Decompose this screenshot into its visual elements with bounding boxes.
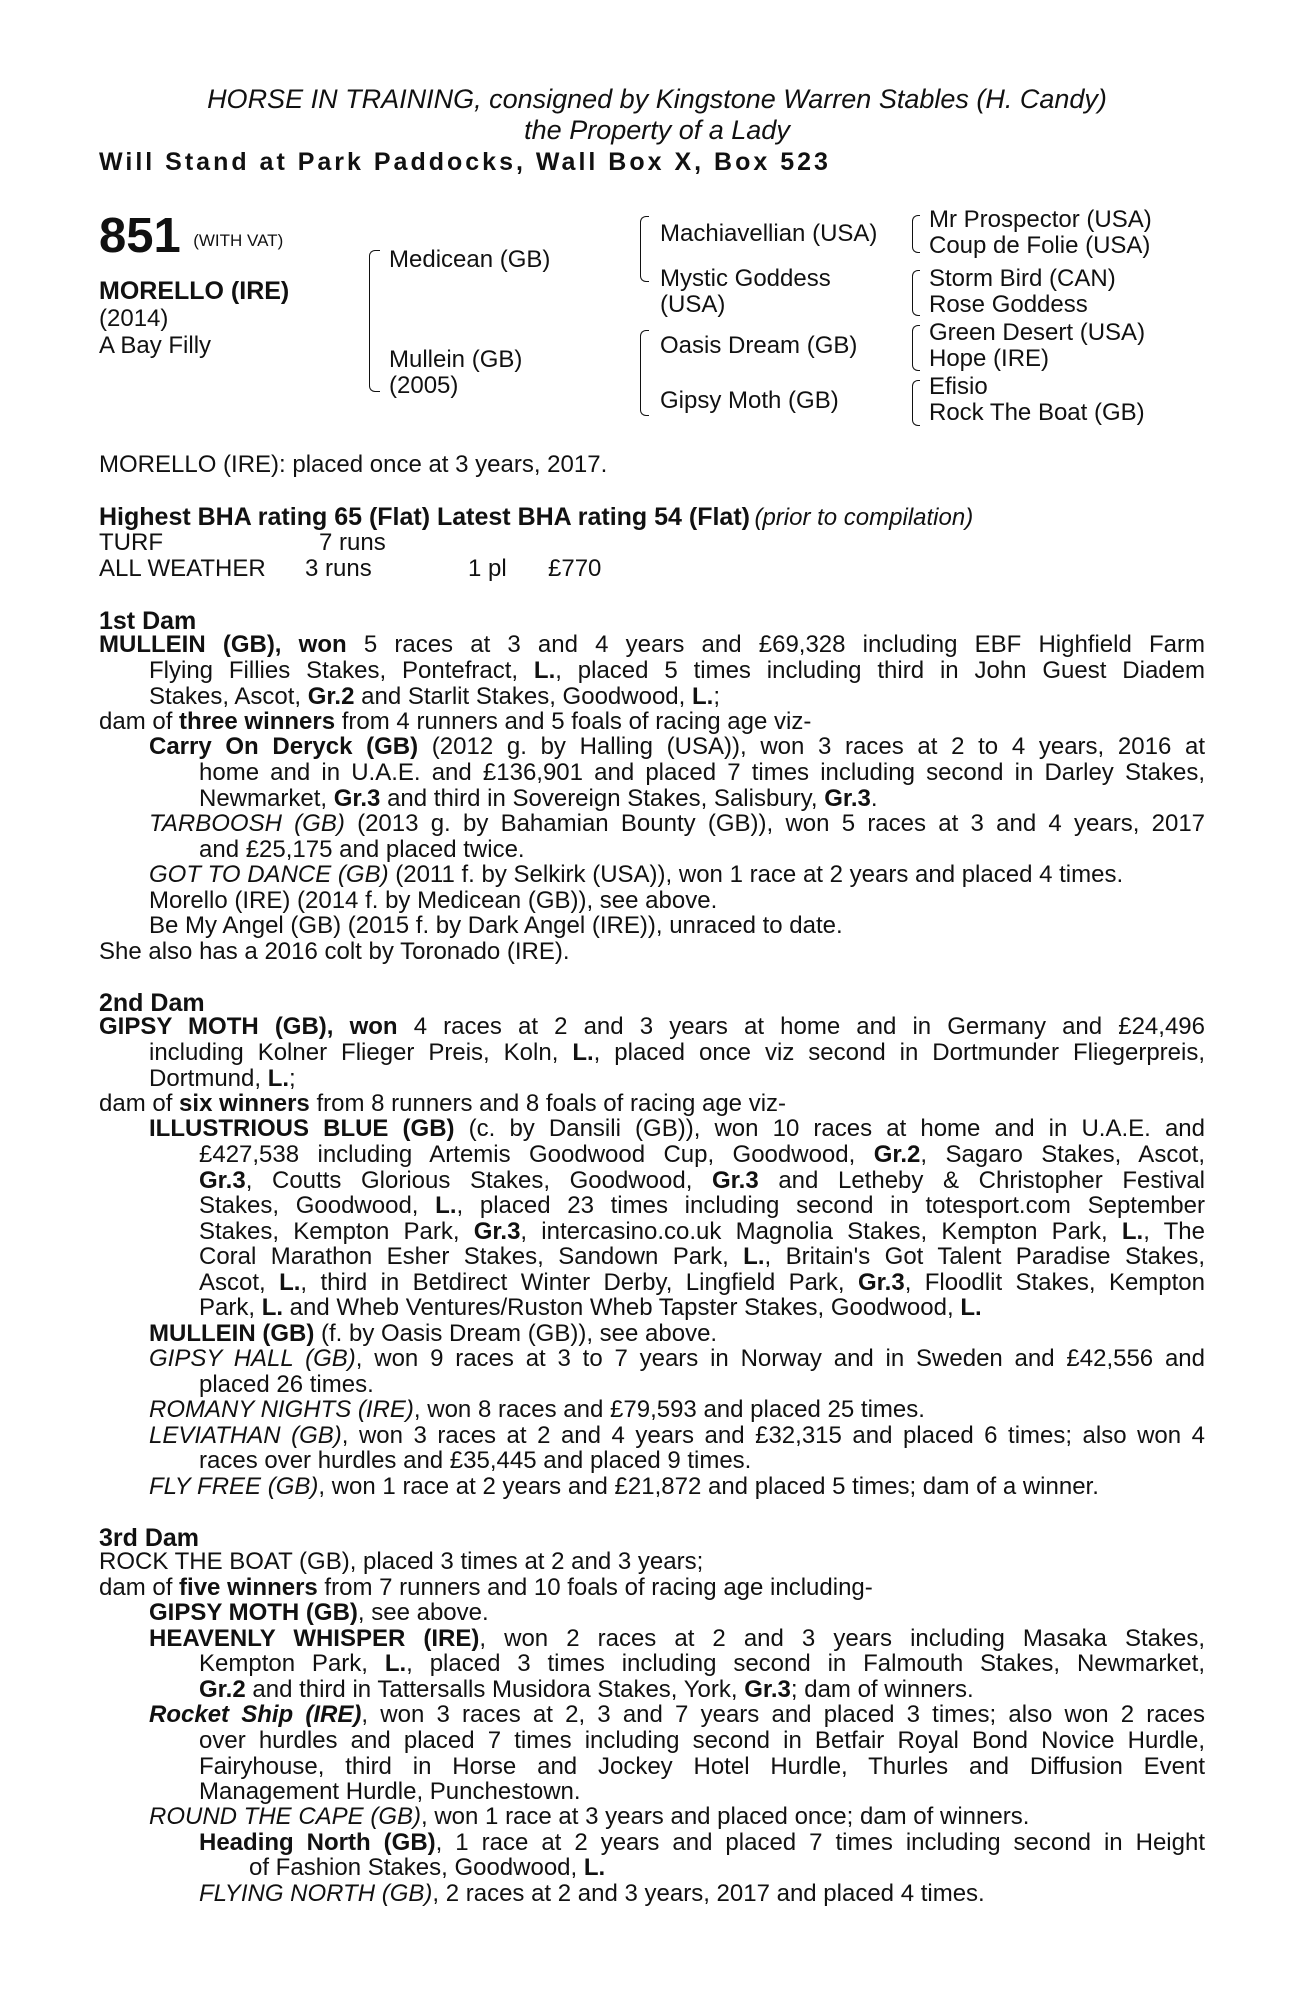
- consignor-title: HORSE IN TRAINING, consigned by Kingstone Warren Stables (H. Candy): [207, 84, 1107, 114]
- turf-label: TURF: [99, 529, 163, 556]
- aw-runs: 3 runs: [305, 555, 372, 582]
- vat-note: (WITH VAT): [193, 231, 284, 250]
- produce-gipsy-hall: GIPSY HALL (GB), won 9 races at 3 to 7 years in Norway and in Sweden and £42,556 and: [149, 1345, 1205, 1372]
- produce-rocket-ship-cont: over hurdles and placed 7 times including second in Betfair Royal Bond Novice Hurdle, Fairyhouse, third in Horse and Jockey Hotel Hurdle, Thurles and Diffusion Event Management Hurdle, Punchestown.: [199, 1727, 1205, 1805]
- produce-got-to-dance: GOT TO DANCE (GB) (2011 f. by Selkirk (USA)), won 1 race at 2 years and placed 4 times.: [149, 861, 1124, 888]
- produce-heavenly-whisper: HEAVENLY WHISPER (IRE), won 2 races at 2 and 3 years including Masaka Stakes,: [149, 1625, 1206, 1652]
- produce-tarboosh-cont: and £25,175 and placed twice.: [199, 836, 525, 863]
- produce-heading-north: Heading North (GB), 1 race at 2 years and placed 7 times including second in Height: [199, 1829, 1205, 1856]
- dam-dam: Gipsy Moth (GB): [660, 387, 839, 414]
- first-dam-text: MULLEIN (GB), won 5 races at 3 and 4 years and £69,328 including EBF Highfield Farm: [99, 631, 1205, 658]
- produce-gipsy-moth: GIPSY MOTH (GB), see above.: [149, 1599, 489, 1626]
- second-dam-produce-summary: dam of six winners from 8 runners and 8 foals of racing age viz-: [99, 1090, 787, 1117]
- race-summary: MORELLO (IRE): placed once at 3 years, 2017.: [99, 451, 608, 478]
- produce-leviathan-cont: races over hurdles and £35,445 and placed 9 times.: [199, 1447, 752, 1474]
- bha-rating: Highest BHA rating 65 (Flat) Latest BHA rating 54 (Flat): [99, 503, 750, 531]
- produce-mullein: MULLEIN (GB) (f. by Oasis Dream (GB)), see above.: [149, 1320, 718, 1347]
- produce-carry-on-deryck-cont: home and in U.A.E. and £136,901 and placed 7 times including second in Darley Stakes, Newmarket, Gr.3 and third in Sovereign Stakes, Salisbury, Gr.3.: [199, 759, 1205, 812]
- second-dam-text: GIPSY MOTH (GB), won 4 races at 2 and 3 years at home and in Germany and £24,496: [99, 1013, 1205, 1040]
- grandparent-6: Hope (IRE): [929, 345, 1050, 372]
- produce-2016-colt: She also has a 2016 colt by Toronado (IRE).: [99, 938, 570, 965]
- grandparent-7: Efisio: [929, 373, 988, 400]
- grandparent-3: Storm Bird (CAN): [929, 265, 1116, 292]
- bha-rating-line: [99, 503, 973, 532]
- dam-year: (2005): [389, 372, 459, 399]
- grandparent-1: Mr Prospector (USA): [929, 206, 1152, 233]
- grandparent-5: Green Desert (USA): [929, 319, 1146, 346]
- third-dam-heading: 3rd Dam: [99, 1524, 200, 1552]
- grand-bracket-2: [912, 270, 920, 316]
- sire-dam-country: (USA): [660, 291, 726, 318]
- produce-gipsy-hall-cont: placed 26 times.: [199, 1371, 374, 1398]
- sire-sire: Machiavellian (USA): [660, 220, 878, 247]
- produce-flying-north: FLYING NORTH (GB), 2 races at 2 and 3 years, 2017 and placed 4 times.: [199, 1880, 985, 1907]
- produce-leviathan: LEVIATHAN (GB), won 3 races at 2 and 4 years and £32,315 and placed 6 times; also won 4: [149, 1422, 1205, 1449]
- second-dam-text-cont: including Kolner Flieger Preis, Koln, L., placed once viz second in Dortmunder Fliegerpreis, Dortmund, L.;: [149, 1039, 1206, 1092]
- produce-romany-nights: ROMANY NIGHTS (IRE), won 8 races and £79,593 and placed 25 times.: [149, 1396, 925, 1423]
- first-dam-text-cont: Flying Fillies Stakes, Pontefract, L., placed 5 times including third in John Guest Diadem Stakes, Ascot, Gr.2 and Starlit Stakes, Goodwood, L.;: [149, 657, 1205, 710]
- produce-carry-on-deryck: Carry On Deryck (GB) (2012 g. by Halling (USA)), won 3 races at 2 to 4 years, 2016 at: [149, 733, 1205, 760]
- grand-bracket-1: [912, 215, 920, 253]
- dam-name: Mullein (GB): [389, 346, 523, 373]
- sire: Medicean (GB): [389, 246, 551, 273]
- produce-be-my-angel: Be My Angel (GB) (2015 f. by Dark Angel (IRE)), unraced to date.: [149, 912, 843, 939]
- turf-runs: 7 runs: [319, 529, 386, 556]
- lot-number: 851: [99, 209, 181, 263]
- rating-note: (prior to compilation): [754, 504, 974, 531]
- produce-heavenly-whisper-cont: Kempton Park, L., placed 3 times including second in Falmouth Stakes, Newmarket, Gr.2 and third in Tattersalls Musidora Stakes, York, Gr.3; dam of winners.: [199, 1650, 1205, 1703]
- produce-rocket-ship: Rocket Ship (IRE), won 3 races at 2, 3 and 7 years and placed 3 times; also won 2 races: [149, 1701, 1205, 1728]
- aw-label: ALL WEATHER: [99, 555, 266, 582]
- horse-year: (2014): [99, 305, 169, 332]
- produce-illustrious-blue-cont: £427,538 including Artemis Goodwood Cup, Goodwood, Gr.2, Sagaro Stakes, Ascot, Gr.3, Coutts Glorious Stakes, Goodwood, Gr.3 and Letheby & Christopher Festival Stakes, Goodwood, L., placed 23 times including second in totesport.com September Stakes, Kempton Park, Gr.3, intercasino.co.uk Magnolia Stakes, Kempton Park, L., The Coral Marathon Esher Stakes, Sandown Park, L., Britain's Got Talent Paradise Stakes, Ascot, L., third in Betdirect Winter Derby, Lingfield Park, Gr.3, Floodlit Stakes, Kempton Park, L. and Wheb Ventures/Ruston Wheb Tapster Stakes, Goodwood, L.: [199, 1141, 1206, 1321]
- lot-number-row: [99, 208, 283, 264]
- produce-morello: Morello (IRE) (2014 f. by Medicean (GB)), see above.: [149, 887, 718, 914]
- produce-fly-free: FLY FREE (GB), won 1 race at 2 years and £21,872 and placed 5 times; dam of a winner.: [149, 1473, 1099, 1500]
- grandparent-4: Rose Goddess: [929, 291, 1088, 318]
- property-subtitle: the Property of a Lady: [524, 115, 790, 145]
- sire-dam: Mystic Goddess: [660, 265, 831, 292]
- grandparent-2: Coup de Folie (USA): [929, 232, 1151, 259]
- produce-heading-north-cont: of Fashion Stakes, Goodwood, L.: [249, 1854, 606, 1881]
- horse-description: A Bay Filly: [99, 332, 212, 359]
- stand-location: Will Stand at Park Paddocks, Wall Box X, Box 523: [99, 148, 831, 176]
- grand-bracket-3: [912, 325, 920, 371]
- grandparent-8: Rock The Boat (GB): [929, 399, 1145, 426]
- third-dam-text: ROCK THE BOAT (GB), placed 3 times at 2 and 3 years;: [99, 1548, 704, 1575]
- produce-illustrious-blue: ILLUSTRIOUS BLUE (GB) (c. by Dansili (GB)), won 10 races at home and in U.A.E. and: [149, 1115, 1205, 1142]
- pedigree-bracket-parents: [369, 250, 380, 392]
- horse-name: MORELLO (IRE): [99, 277, 290, 305]
- grand-bracket-4: [912, 380, 920, 426]
- third-dam-produce-summary: dam of five winners from 7 runners and 10 foals of racing age including-: [99, 1574, 873, 1601]
- dam-sire: Oasis Dream (GB): [660, 332, 858, 359]
- produce-round-the-cape: ROUND THE CAPE (GB), won 1 race at 3 years and placed once; dam of winners.: [149, 1803, 1030, 1830]
- first-dam-produce-summary: dam of three winners from 4 runners and 5 foals of racing age viz-: [99, 708, 812, 735]
- second-dam-heading: 2nd Dam: [99, 989, 205, 1017]
- aw-placings: 1 pl: [468, 555, 507, 582]
- first-dam-heading: 1st Dam: [99, 607, 197, 635]
- pedigree-bracket-sire: [640, 216, 649, 282]
- pedigree-bracket-dam: [640, 330, 649, 416]
- aw-prize: £770: [548, 555, 602, 582]
- produce-tarboosh: TARBOOSH (GB) (2013 g. by Bahamian Bounty (GB)), won 5 races at 3 and 4 years, 2017: [149, 810, 1206, 837]
